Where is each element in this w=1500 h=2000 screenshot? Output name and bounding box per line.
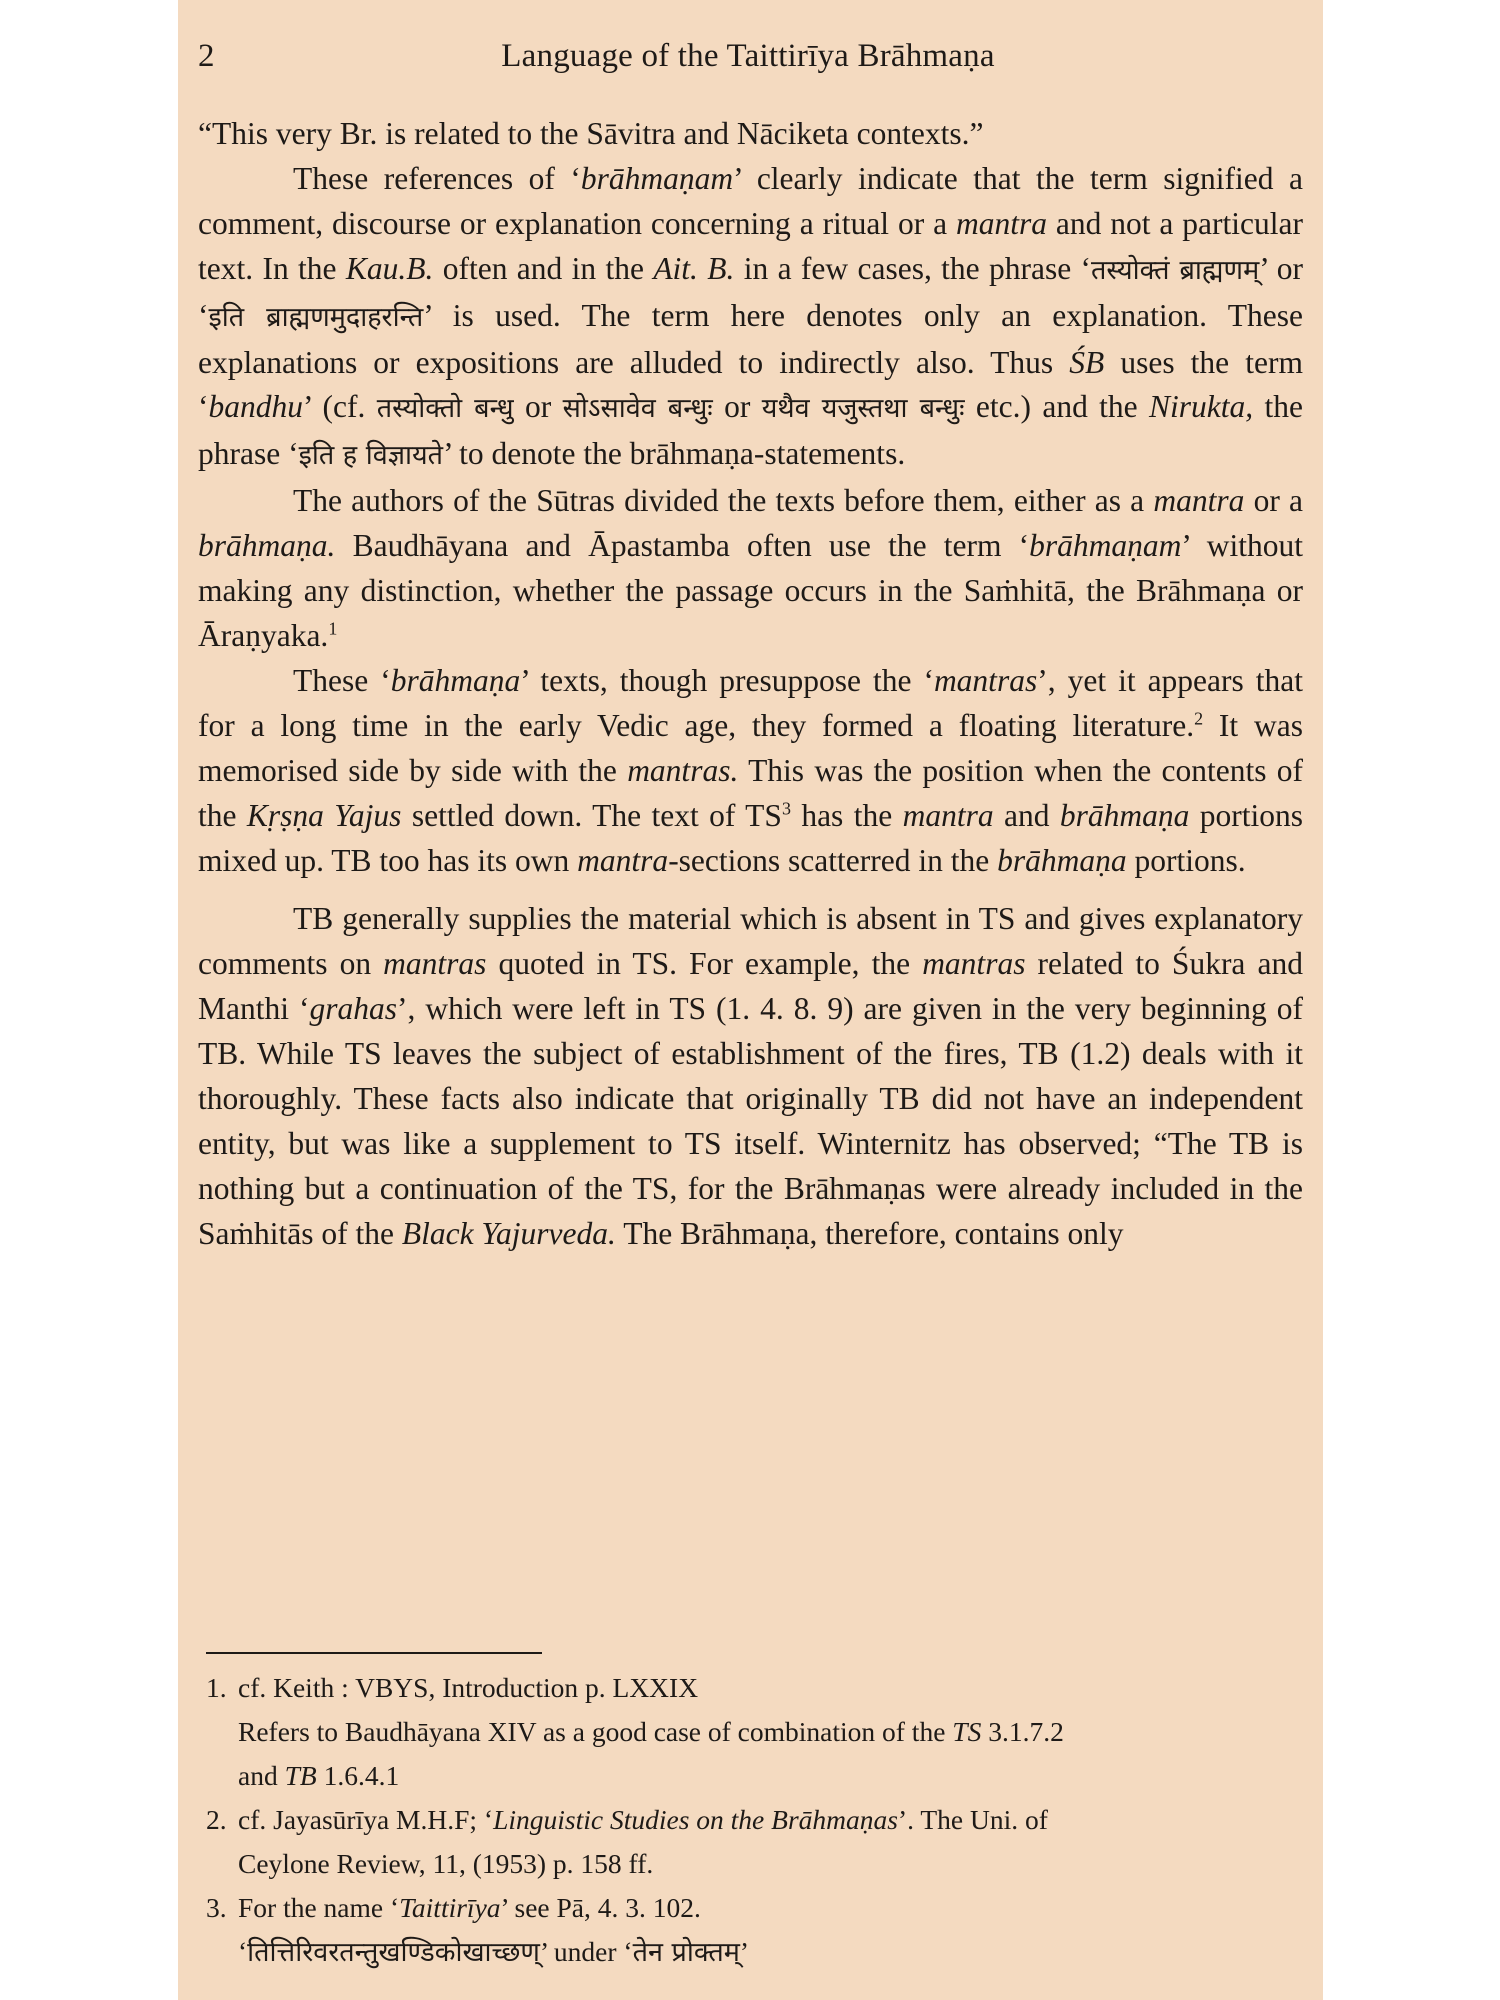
- footnote-ref-2: 2: [1194, 708, 1204, 729]
- paragraph-4: TB generally supplies the material which is absent in TS and gives explanatory comments on mantras quoted in TS. For example, the mantras related to Śukra and Manthi ‘grahas’, which were left in TS (1. 4. 8. 9) are given in the very beginning of TB. While TS leaves the subject of establishment of the fires, TB (1.2) deals with it thoroughly. These facts also indicate that originally TB did not have an independent entity, but was like a supplement to TS itself. Winternitz has observed; “The TB is nothing but a continuation of the TS, for the Brāhmaṇas were already included in the Saṁhitās of the Black Yajurveda. The Brāhmaṇa, therefore, contains only: [198, 901, 1304, 1251]
- footnote-ref-1: 1: [328, 618, 338, 639]
- footnote-2-cont: Ceylone Review, 11, (1953) p. 158 ff.: [238, 1848, 654, 1879]
- page-header: [198, 38, 1298, 88]
- paragraph-1: These references of ‘brāhmaṇam’ clearly indicate that the term signified a comment, discourse or explanation concerning a ritual or a mantra and not a particular text. In the Kau.B. often and in the Ait. B. in a few cases, the phrase ‘तस्योक्तं ब्राह्मणम्’ or ‘इति ब्राह्मणमुदाहरन्ति’ is used. The term here denotes only an explanation. These explanations or expositions are alluded to indirectly also. Thus ŚB uses the term ‘bandhu’ (cf. तस्योक्तो बन्धु or सोऽसावेव बन्धुः or यथैव यजुस्तथा बन्धुः etc.) and the Nirukta, the phrase ‘इति ह विज्ञायते’ to denote the brāhmaṇa-statements.: [198, 160, 1303, 472]
- footnote-1-cont: Refers to Baudhāyana XIV as a good case of combination of the TS 3.1.7.2: [238, 1716, 1064, 1747]
- footnote-1-cont2: and TB 1.6.4.1: [238, 1760, 400, 1791]
- footnote-divider: [206, 1652, 542, 1654]
- body-text: [198, 112, 1303, 1257]
- page-number: 2: [198, 38, 215, 74]
- running-title: Language of the Taittirīya Brāhmaṇa: [501, 38, 995, 74]
- book-page: [178, 0, 1323, 2000]
- footnotes: [206, 1666, 1306, 1975]
- paragraph-2: The authors of the Sūtras divided the texts before them, either as a mantra or a brāhmaṇa. Baudhāyana and Āpastamba often use the term ‘brāhmaṇam’ without making any distinction, whether the passage occurs in the Saṁhitā, the Brāhmaṇa or Āraṇyaka.$^1$: [198, 483, 1304, 653]
- paragraph-quote: “This very Br. is related to the Sāvitra and Nāciketa contexts.”: [198, 116, 984, 151]
- footnote-ref-3: 3: [781, 798, 791, 819]
- footnote-1: 1. cf. Keith : VBYS, Introduction p. LXXIX: [206, 1672, 699, 1703]
- paragraph-3: These ‘brāhmaṇa’ texts, though presuppose the ‘mantras’, yet it appears that for a long time in the early Vedic age, they formed a floating literature.$^2$ It was memorised side by side with the mantras. This was the position when the contents of the Kṛṣṇa Yajus settled down. The text of $TS^3$ has the mantra and brāhmaṇa portions mixed up. TB too has its own mantra-sections scatterred in the brāhmaṇa portions.: [198, 662, 1304, 878]
- footnote-3-cont: ‘तित्तिरिवरतन्तुखण्डिकोखाच्छण्’ under ‘तेन प्रोक्तम्’: [238, 1936, 750, 1968]
- footnote-3: 3. For the name ‘Taittirīya’ see Pā, 4. 3. 102.: [206, 1892, 701, 1923]
- footnote-2: 2. cf. Jayasūrīya M.H.F; ‘Linguistic Studies on the Brāhmaṇas’. The Uni. of: [206, 1804, 1048, 1835]
